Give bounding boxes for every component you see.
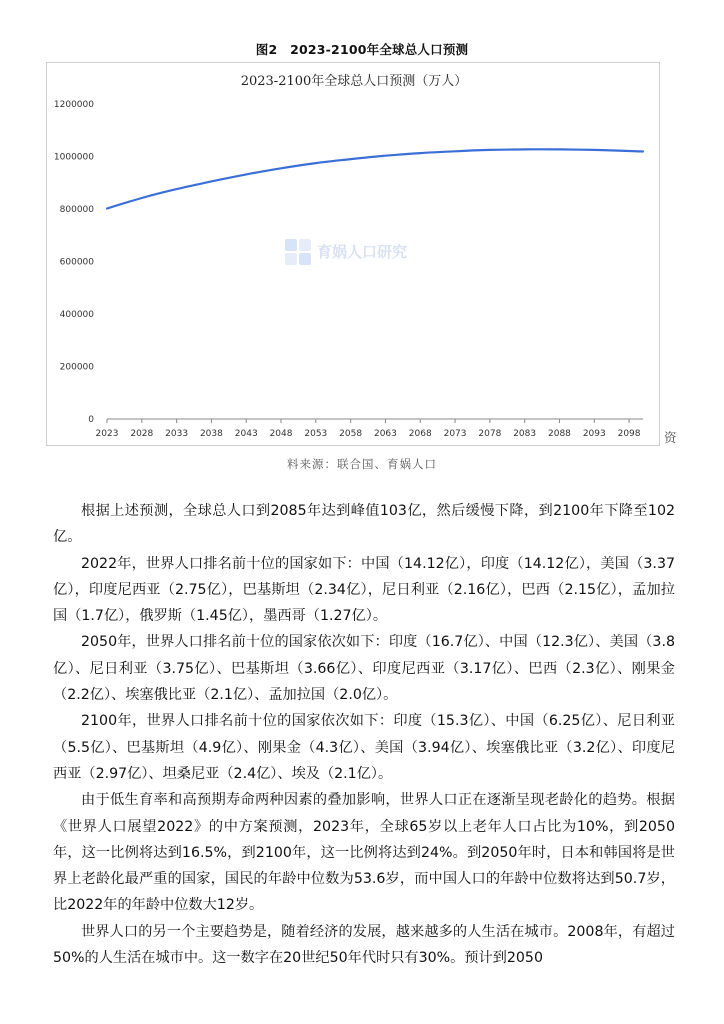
y-tick-label: 800000	[59, 205, 94, 215]
y-tick-label: 200000	[59, 362, 94, 373]
x-tick-label: 2058	[339, 429, 363, 439]
y-tick-label: 1200000	[53, 100, 94, 110]
watermark-logo-icon	[285, 239, 311, 265]
x-tick-label: 2078	[478, 429, 502, 439]
x-axis-ticks	[96, 419, 641, 439]
article-body	[53, 498, 675, 971]
paragraph-2100-top10: 2100年，世界人口排名前十位的国家依次如下：印度（15.3亿）、中国（6.25亿）、尼日利亚（5.5亿）、巴基斯坦（4.9亿）、刚果金（4.3亿）、美国（3.94亿）、埃塞俄比亚（3.2亿）、印度尼西亚（2.97亿）、坦桑尼亚（2.4亿）、埃及（2.1亿）。	[53, 713, 675, 782]
y-tick-label: 600000	[59, 257, 94, 268]
watermark	[285, 239, 407, 265]
x-tick-label: 2088	[548, 429, 571, 439]
paragraph-2050-top10: 2050年，世界人口排名前十位的国家依次如下：印度（16.7亿）、中国（12.3亿）、美国（3.8亿）、尼日利亚（3.75亿）、巴基斯坦（3.66亿）、印度尼西亚（3.17亿）、巴西（2.3亿）、刚果金（2.2亿）、埃塞俄比亚（2.1亿）、孟加拉国（2.0亿）。	[53, 634, 675, 704]
x-tick-label: 2023	[95, 429, 119, 439]
x-tick-label: 2068	[408, 429, 432, 439]
y-tick-label: 400000	[59, 310, 94, 320]
x-tick-label: 2043	[234, 429, 258, 439]
chart-container	[46, 62, 660, 446]
x-tick-label: 2093	[582, 429, 606, 439]
y-axis-ticks	[54, 100, 94, 425]
paragraph-peak: 根据上述预测，全球总人口到2085年达到峰值103亿，然后缓慢下降，到2100年下降至102亿。	[53, 503, 675, 546]
x-tick-label: 2028	[130, 429, 154, 439]
y-tick-label: 1000000	[53, 152, 94, 163]
x-tick-label: 2038	[199, 429, 223, 439]
source-label-fragment: 资	[664, 430, 677, 445]
figure-caption: 图2 2023-2100年全球总人口预测	[255, 42, 469, 57]
series-line-population	[107, 149, 643, 208]
x-tick-label: 2083	[513, 429, 537, 439]
x-tick-label: 2053	[304, 429, 328, 439]
source-label: 料来源：联合国、育娲人口	[287, 457, 437, 471]
paragraph-2022-top10: 2022年，世界人口排名前十位的国家如下：中国（14.12亿），印度（14.12亿），美国（3.37亿），印度尼西亚（2.75亿），巴基斯坦（2.34亿），尼日利亚（2.16亿），巴西（2.15亿），孟加拉国（1.7亿），俄罗斯（1.45亿），墨西哥（1.27亿）。	[53, 555, 675, 625]
chart-title: 2023-2100年全球总人口预测（万人）	[240, 74, 468, 89]
paragraph-aging: 由于低生育率和高预期寿命两种因素的叠加影响，世界人口正在逐渐呈现老龄化的趋势。根据《世界人口展望2022》的中方案预测，2023年，全球65岁以上老年人口占比为10%，到2050年，这一比例将达到16.5%，到2100年，这一比例将达到24%。到2050年时，日本和韩国将是世界上老龄化最严重的国家，国民的年龄中位数为53.6岁，而中国人口的年龄中位数将达到50.7岁，比2022年的年龄中位数大12岁。	[53, 792, 675, 914]
x-tick-label: 2048	[269, 429, 293, 439]
x-tick-label: 2063	[373, 429, 397, 439]
population-line-chart	[47, 63, 661, 447]
y-tick-label: 0	[88, 415, 94, 425]
chart-series	[107, 149, 643, 208]
watermark-text: 育娲人口研究	[317, 243, 408, 261]
paragraph-urbanization: 世界人口的另一个主要趋势是，随着经济的发展，越来越多的人生活在城市。2008年，有超过50%的人生活在城市中。这一数字在20世纪50年代时只有30%。预计到2050	[53, 923, 675, 967]
x-tick-label: 2073	[443, 429, 467, 439]
x-tick-label: 2033	[165, 429, 189, 439]
x-tick-label: 2098	[617, 429, 641, 439]
